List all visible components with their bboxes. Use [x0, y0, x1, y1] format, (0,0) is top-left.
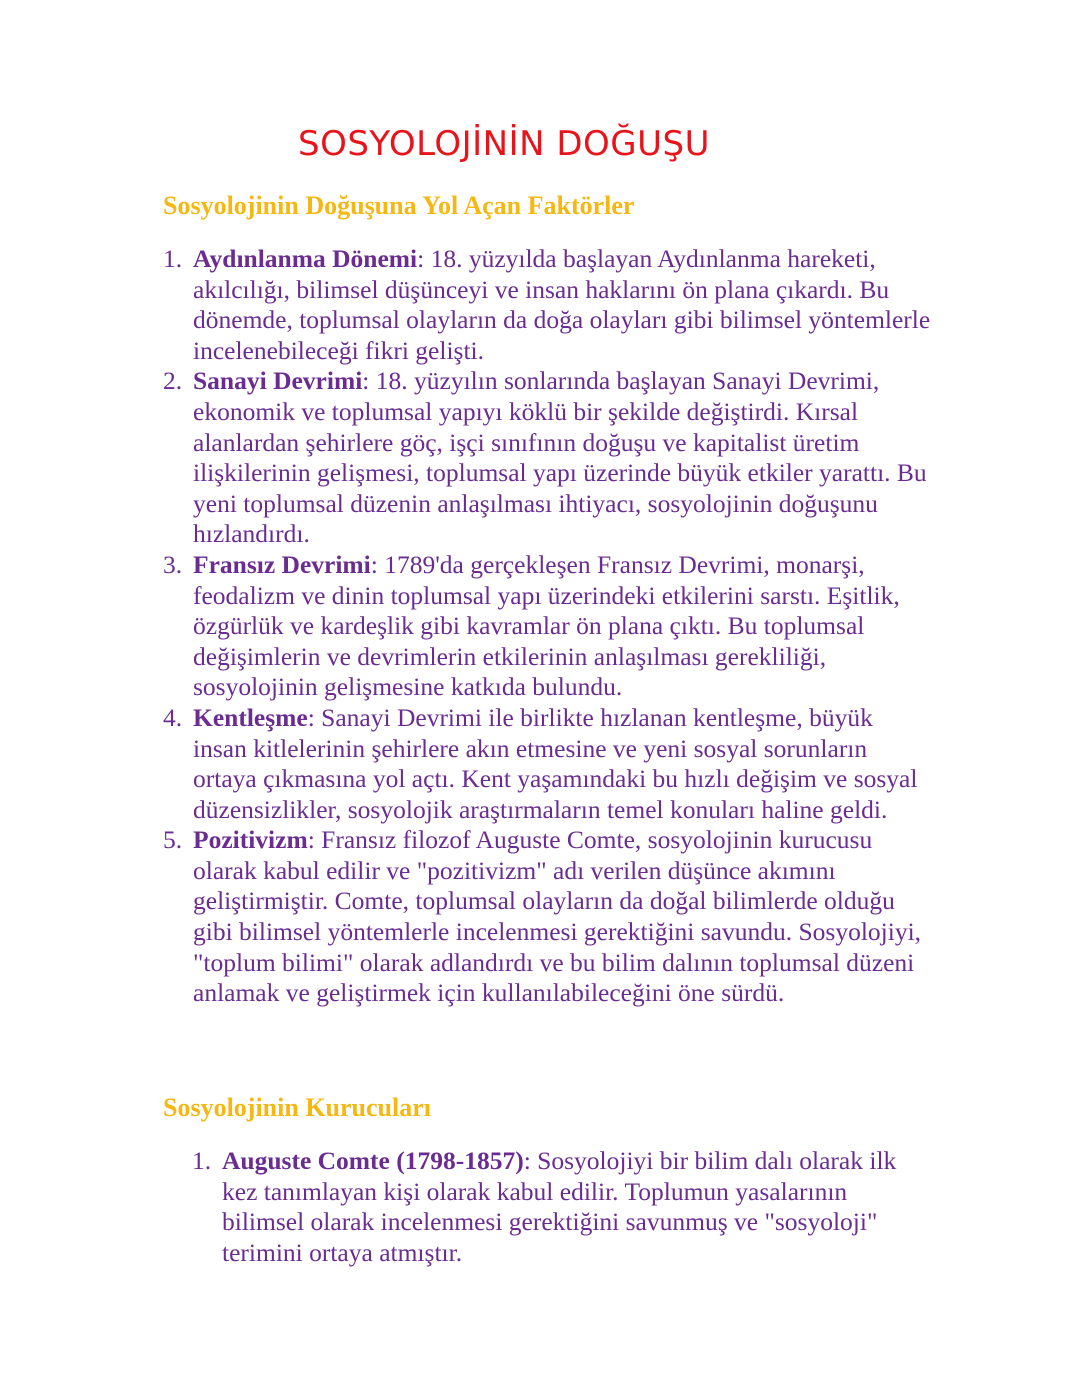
list-item — [163, 825, 933, 1009]
list-item-text: : 1789'da gerçekleşen Fransız Devrimi, monarşi, feodalizm ve dinin toplumsal yapı üzerindeki etkilerini sarstı. Eşitlik, özgürlük ve kardeşlik gibi kavramlar ön plana çıktı. Bu toplumsal değişimlerin ve devrimlerin etkilerinin anlaşılması gerekliliği, sosyolojinin gelişmesine katkıda bulundu. — [193, 549, 900, 702]
list-item-number: 5. — [163, 825, 183, 855]
list-item-term: Aydınlanma Dönemi — [193, 244, 418, 273]
list-item-term: Auguste Comte (1798-1857) — [222, 1146, 524, 1175]
factors-list — [163, 244, 933, 1009]
list-item — [192, 1146, 932, 1268]
section-heading-founders: Sosyolojinin Kurucuları — [163, 1093, 431, 1122]
list-item — [163, 244, 933, 366]
list-item-number: 1. — [163, 244, 183, 273]
list-item-number: 4. — [163, 702, 183, 732]
list-item-text: : 18. yüzyılda başlayan Aydınlanma hareketi, akılcılığı, bilimsel düşünceyi ve insan haklarını ön plana çıkardı. Bu dönemde, toplumsal olayların da doğa olayları gibi bilimsel yöntemlerle incelenebileceği fikri gelişti. — [193, 244, 931, 365]
list-item-text: : Fransız filozof Auguste Comte, sosyolojinin kurucusu olarak kabul edilir ve "pozitivizm" adı verilen düşünce akımını geliştirmiştir. Comte, toplumsal olayların da doğal bilimlerde olduğu gibi bilimsel yöntemlerle incelenmesi gerektiğini savundu. Sosyolojiyi, "toplum bilimi" olarak adlandırdı ve bu bilim dalının toplumsal düzeni anlamak ve geliştirmek için kullanılabileceğini öne sürdü. — [193, 825, 922, 1008]
list-item-text: : Sanayi Devrimi ile birlikte hızlanan kentleşme, büyük insan kitlelerinin şehirlere akın etmesine ve yeni sosyal sorunların ortaya çıkmasına yol açtı. Kent yaşamındaki bu hızlı değişim ve sosyal düzensizlikler, sosyolojik araştırmaların temel konuları haline geldi. — [193, 702, 918, 824]
list-item-number: 1. — [192, 1146, 212, 1175]
list-item-text: : 18. yüzyılın sonlarında başlayan Sanayi Devrimi, ekonomik ve toplumsal yapıyı köklü bir şekilde değiştirdi. Kırsal alanlardan şehirlere göç, işçi sınıfının doğuşu ve kapitalist üretim ilişkilerinin gelişmesi, toplumsal yapı üzerinde büyük etkiler yarattı. Bu yeni toplumsal düzenin anlaşılması ihtiyacı, sosyolojinin doğuşunu hızlandırdı. — [193, 366, 927, 549]
list-item-term: Kentleşme — [193, 702, 308, 732]
list-item-number: 3. — [163, 549, 183, 579]
list-item — [163, 703, 933, 825]
page-title: SOSYOLOJİNİN DOĞUŞU — [298, 124, 710, 164]
list-item-number: 2. — [163, 366, 183, 396]
section-heading-factors: Sosyolojinin Doğuşuna Yol Açan Faktörler — [163, 191, 635, 220]
list-item-term: Pozitivizm — [193, 825, 308, 855]
list-item-term: Fransız Devrimi — [193, 549, 371, 579]
list-item — [163, 366, 933, 550]
list-item-text: : Sosyolojiyi bir bilim dalı olarak ilk kez tanımlayan kişi olarak kabul edilir. Toplumun yasalarının bilimsel olarak incelenmesi gerektiğini savunmuş ve "sosyoloji" terimini ortaya atmıştır. — [222, 1146, 897, 1267]
list-item — [163, 550, 933, 703]
founders-list — [192, 1146, 932, 1268]
list-item-term: Sanayi Devrimi — [193, 366, 363, 396]
